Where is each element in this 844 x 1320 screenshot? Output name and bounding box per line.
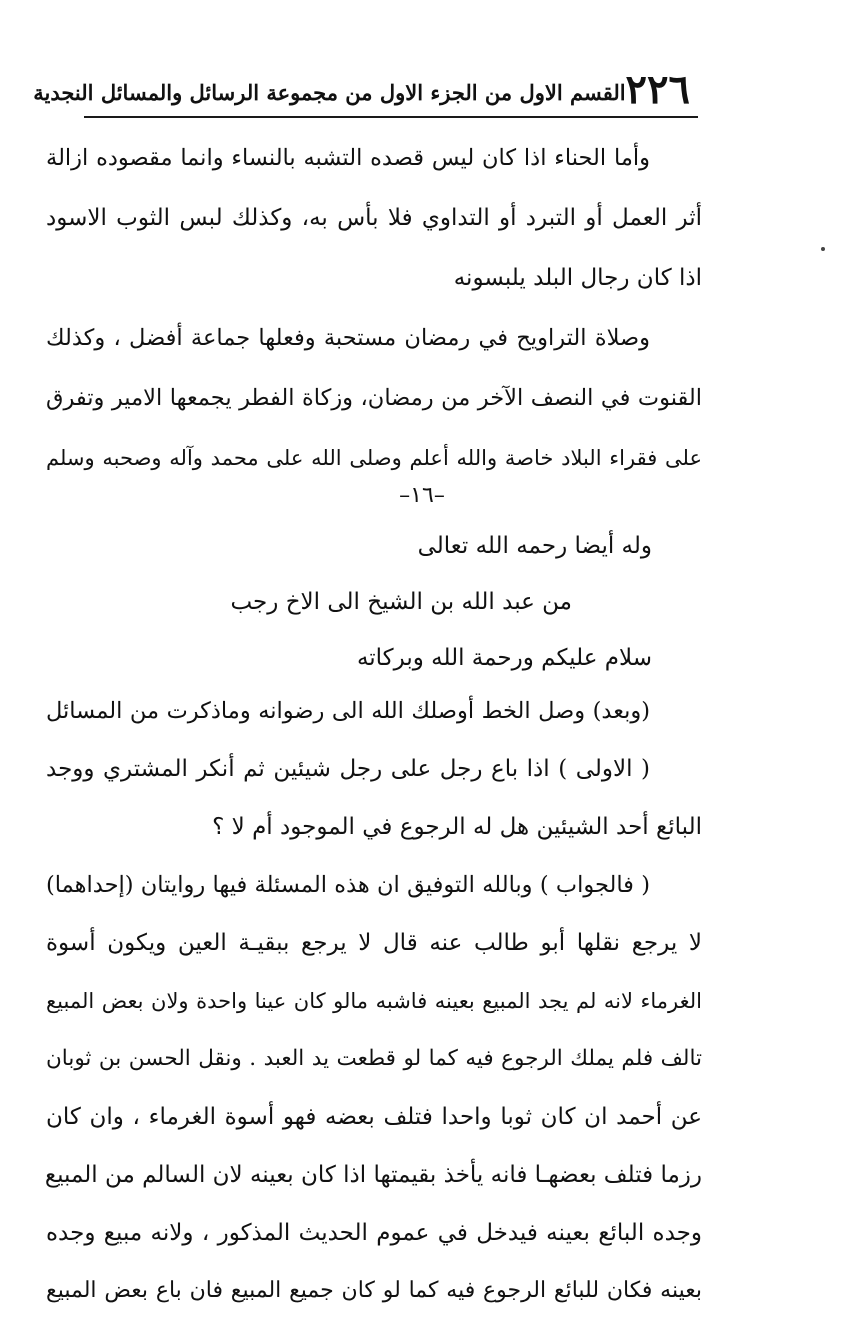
text-line: وأما الحناء اذا كان ليس قصده التشبه بالنساء وانما مقصوده ازالة (46, 145, 650, 171)
text-line: لا يرجع نقلها أبو طالب عنه قال لا يرجع ببقيـة العين ويكون أسوة (46, 930, 702, 956)
text-line: وجده البائع بعينه فيدخل في عموم الحديث المذكور ، ولانه مبيع وجده (46, 1220, 702, 1246)
text-line: وصلاة التراويح في رمضان مستحبة وفعلها جماعة أفضل ، وكذلك (46, 325, 650, 351)
page-header (33, 62, 694, 113)
section-number: –١٦– (399, 483, 445, 508)
text-line: أثر العمل أو التبرد أو التداوي فلا بأس به، وكذلك لبس الثوب الاسود (46, 205, 702, 231)
text-line: رزما فتلف بعضهـا فانه يأخذ بقيمتها اذا كان بعينه لان السالم من المبيع (44, 1162, 702, 1188)
page-number: ٢٢٦ (625, 66, 690, 113)
letter-greeting: سلام عليكم ورحمة الله وبركاته (356, 645, 652, 671)
text-line: عن أحمد ان كان ثوبا واحدا فتلف بعضه فهو أسوة الغرماء ، وان كان (46, 1104, 702, 1130)
text-line: اذا كان رجال البلد يلبسونه (453, 265, 702, 291)
text-line: (وبعد) وصل الخط أوصلك الله الى رضوانه وماذكرت من المسائل (46, 698, 650, 724)
letter-intro: وله أيضا رحمه الله تعالى (417, 533, 652, 559)
text-block-2 (46, 682, 702, 1320)
text-line: ( فالجواب ) وبالله التوفيق ان هذه المسئلة فيها روايتان (إحداهما) (46, 872, 650, 898)
header-rule (84, 116, 698, 118)
text-line: ( الاولى ) اذا باع رجل على رجل شيئين ثم أنكر المشتري ووجد (46, 756, 650, 782)
letter-from-to: من عبد الله بن الشيخ الى الاخ رجب (230, 589, 572, 615)
letter-opening (46, 518, 702, 686)
text-line: على فقراء البلاد خاصة والله أعلم وصلى الله على محمد وآله وصحبه وسلم (46, 446, 702, 470)
text-line: البائع أحد الشيئين هل له الرجوع في الموجود أم لا ؟ (212, 814, 702, 840)
margin-speck (821, 247, 825, 251)
text-line: بعينه فكان للبائع الرجوع فيه كما لو كان جميع المبيع فان باع بعض المبيع (46, 1278, 702, 1303)
text-line: القنوت في النصف الآخر من رمضان، وزكاة الفطر يجمعها الامير وتفرق (46, 385, 702, 411)
text-line: تالف فلم يملك الرجوع فيه كما لو قطعت يد العبد . ونقل الحسن بن ثوبان (46, 1046, 702, 1071)
running-title: القسم الاول من الجزء الاول من مجموعة الرسائل والمسائل النجدية (33, 80, 626, 105)
text-line: الغرماء لانه لم يجد المبيع بعينه فاشبه مالو كان عينا واحدة ولان بعض المبيع (46, 989, 702, 1013)
text-block-1 (46, 128, 702, 488)
